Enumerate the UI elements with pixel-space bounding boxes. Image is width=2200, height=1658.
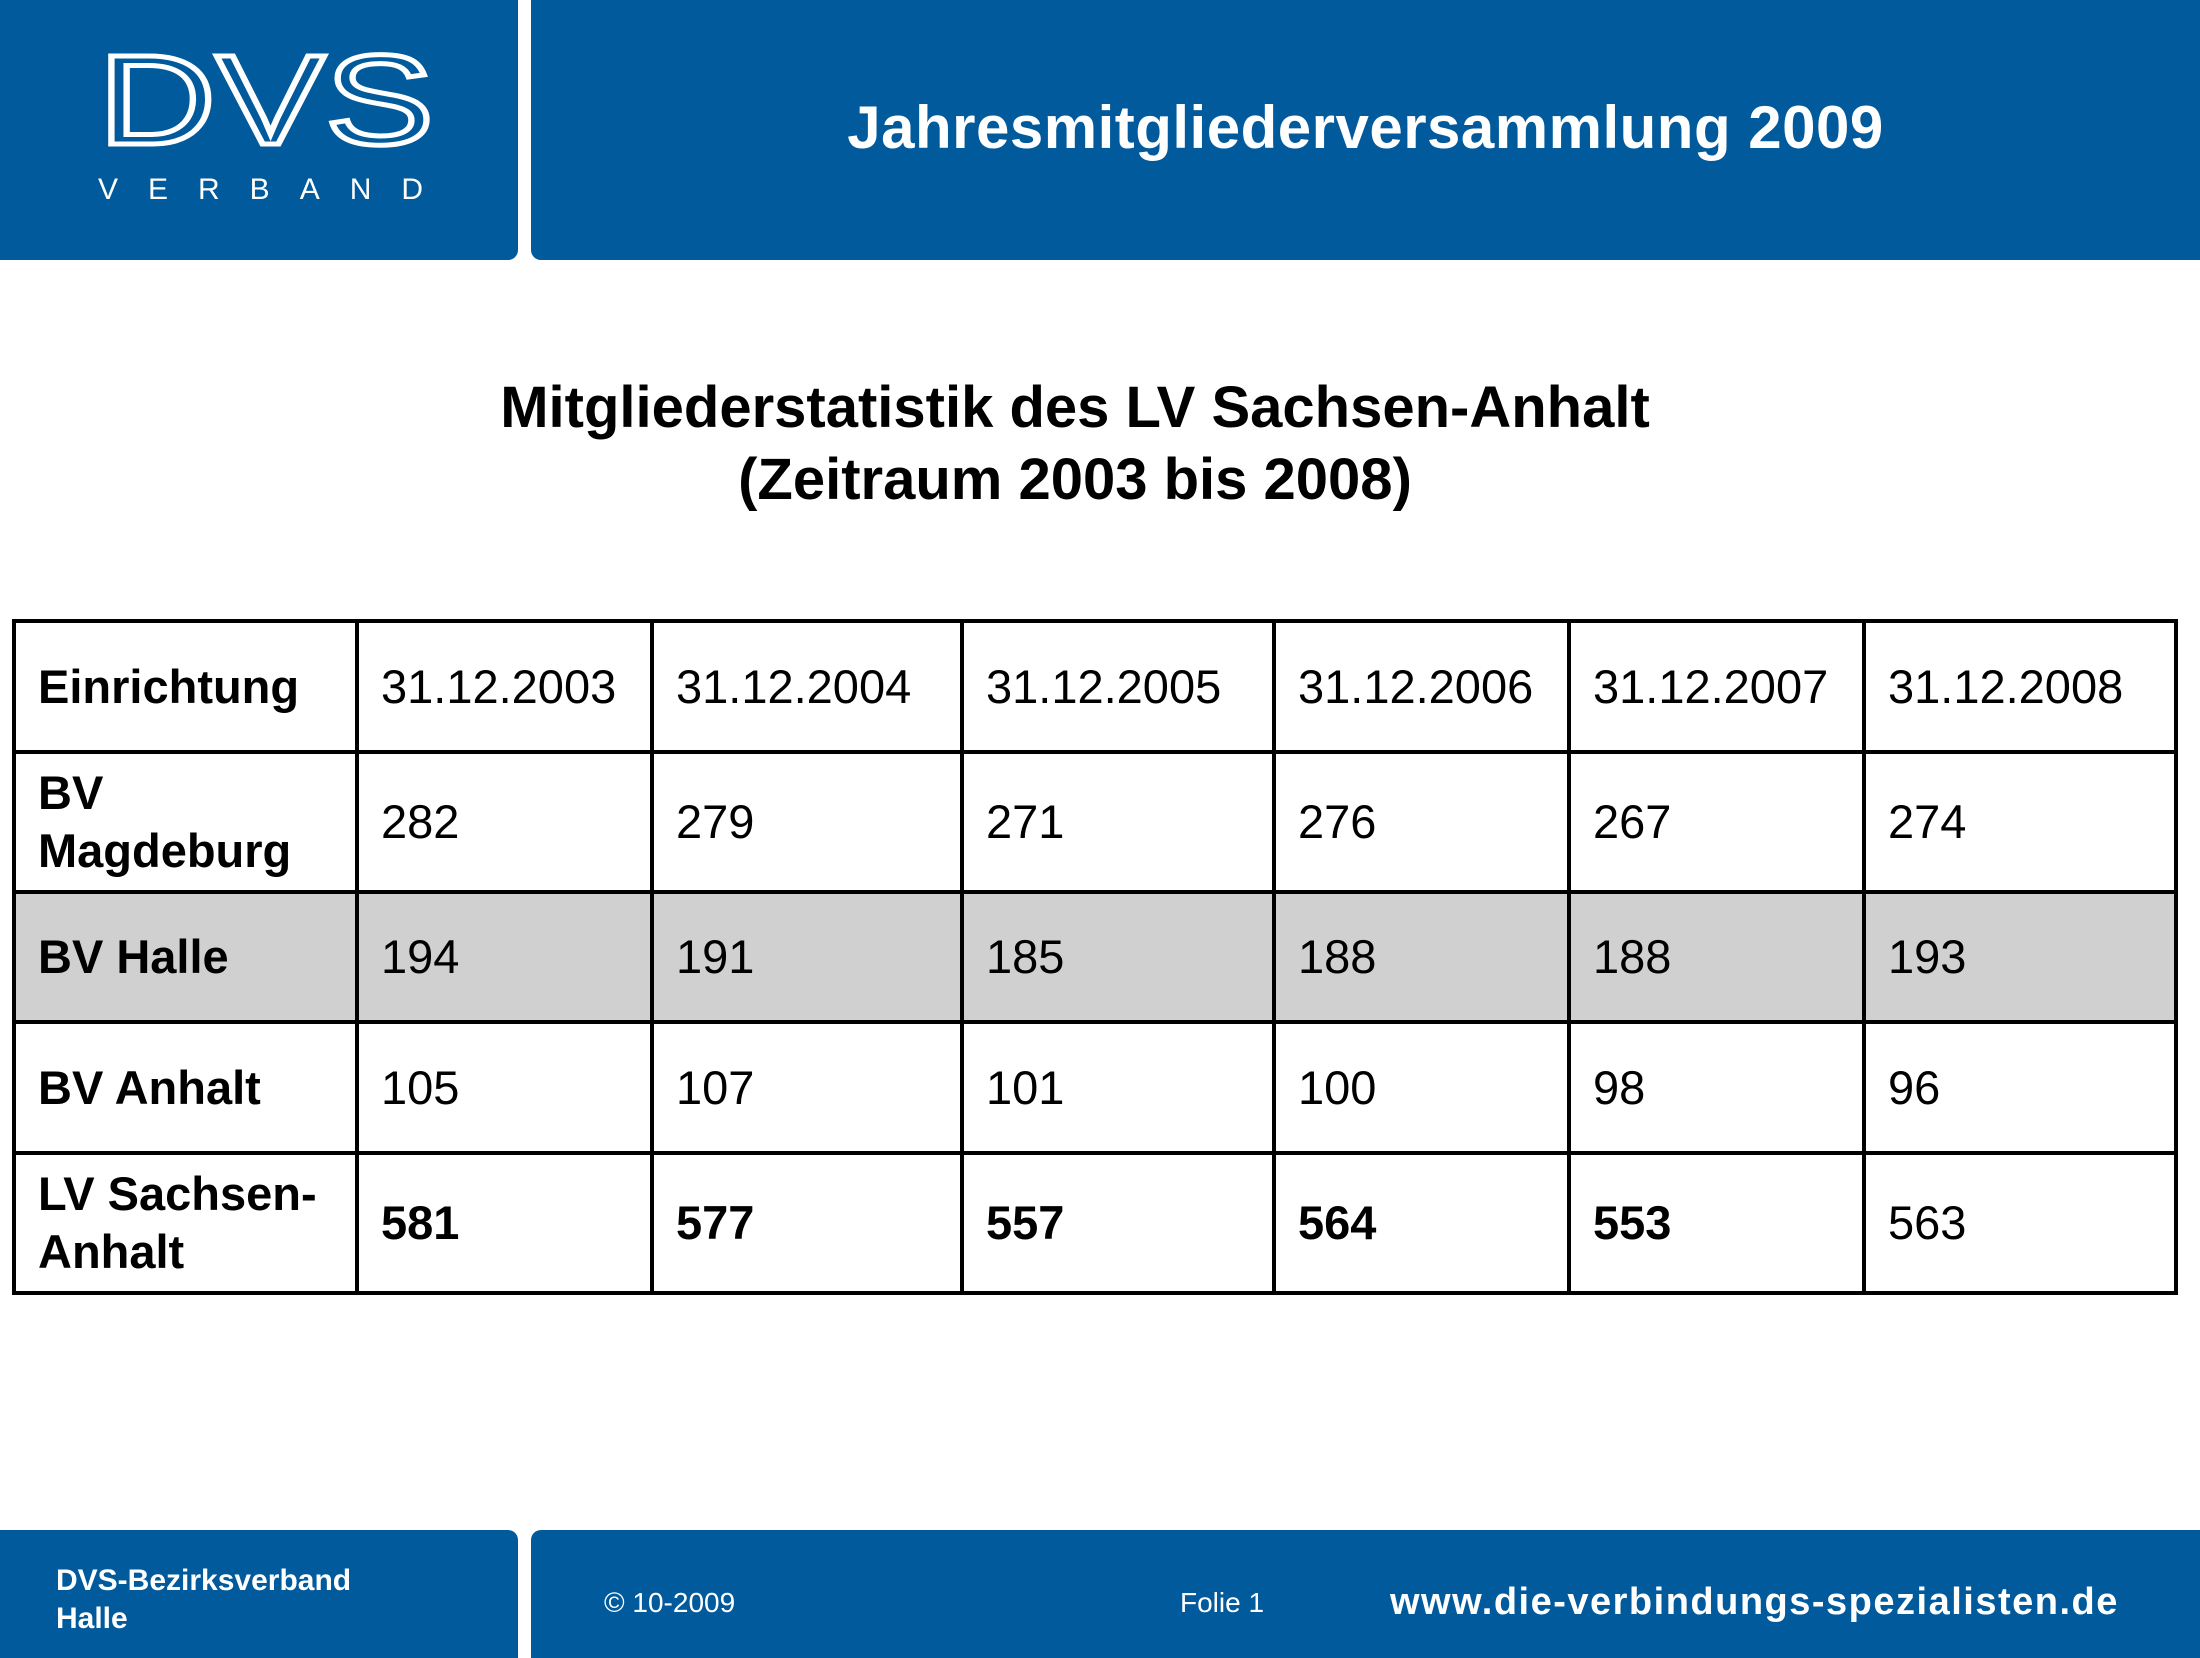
header-cell: 31.12.2008 xyxy=(1864,621,2176,752)
header-cell: 31.12.2003 xyxy=(357,621,652,752)
dvs-logo xyxy=(98,40,434,162)
table-cell: 564 xyxy=(1274,1153,1569,1293)
header-cell: 31.12.2007 xyxy=(1569,621,1864,752)
logo-subtitle: VERBAND xyxy=(98,173,454,206)
table-row xyxy=(14,892,2176,1022)
table-cell: 185 xyxy=(962,892,1274,1022)
footer-copyright: © 10-2009 xyxy=(604,1587,736,1618)
table-cell: 581 xyxy=(357,1153,652,1293)
slide-number: Folie 1 xyxy=(1180,1587,1265,1618)
table-cell: 563 xyxy=(1864,1153,2176,1293)
table-cell: 101 xyxy=(962,1022,1274,1153)
table-cell: 98 xyxy=(1569,1022,1864,1153)
table-cell: 282 xyxy=(357,752,652,892)
table-cell: 577 xyxy=(652,1153,962,1293)
table-cell: 274 xyxy=(1864,752,2176,892)
table-cell: 194 xyxy=(357,892,652,1022)
row-label: BV Magdeburg xyxy=(14,752,357,892)
table-row xyxy=(14,1022,2176,1153)
table-row-total xyxy=(14,1153,2176,1293)
header-cell: 31.12.2006 xyxy=(1274,621,1569,752)
presentation-title: Jahresmitgliederversammlung 2009 xyxy=(847,94,1884,161)
logo-text: DVS xyxy=(98,40,434,162)
slide-title xyxy=(0,372,2150,516)
footer-org-line-2: Halle xyxy=(56,1602,128,1635)
table-cell: 193 xyxy=(1864,892,2176,1022)
row-label: BV Anhalt xyxy=(14,1022,357,1153)
footer-website: www.die-verbindungs-spezialisten.de xyxy=(1390,1581,2119,1623)
header-cell: 31.12.2005 xyxy=(962,621,1274,752)
table-cell: 267 xyxy=(1569,752,1864,892)
table-cell: 279 xyxy=(652,752,962,892)
table-cell: 105 xyxy=(357,1022,652,1153)
table-cell: 271 xyxy=(962,752,1274,892)
table-cell: 100 xyxy=(1274,1022,1569,1153)
table-header-row xyxy=(14,621,2176,752)
table-cell: 191 xyxy=(652,892,962,1022)
row-label: BV Halle xyxy=(14,892,357,1022)
table-cell: 276 xyxy=(1274,752,1569,892)
membership-table xyxy=(12,619,2178,1295)
slide-title-line-1: Mitgliederstatistik des LV Sachsen-Anhalt xyxy=(500,375,1650,440)
slide-title-line-2: (Zeitraum 2003 bis 2008) xyxy=(738,447,1412,512)
table-cell: 188 xyxy=(1274,892,1569,1022)
table-row xyxy=(14,752,2176,892)
table-cell: 107 xyxy=(652,1022,962,1153)
header-cell: 31.12.2004 xyxy=(652,621,962,752)
table-cell: 553 xyxy=(1569,1153,1864,1293)
header-cell: Einrichtung xyxy=(14,621,357,752)
table-cell: 557 xyxy=(962,1153,1274,1293)
footer-organization xyxy=(56,1562,351,1638)
row-label: LV Sachsen-Anhalt xyxy=(14,1153,357,1293)
table-cell: 96 xyxy=(1864,1022,2176,1153)
table-cell: 188 xyxy=(1569,892,1864,1022)
footer-org-line-1: DVS-Bezirksverband xyxy=(56,1564,352,1597)
